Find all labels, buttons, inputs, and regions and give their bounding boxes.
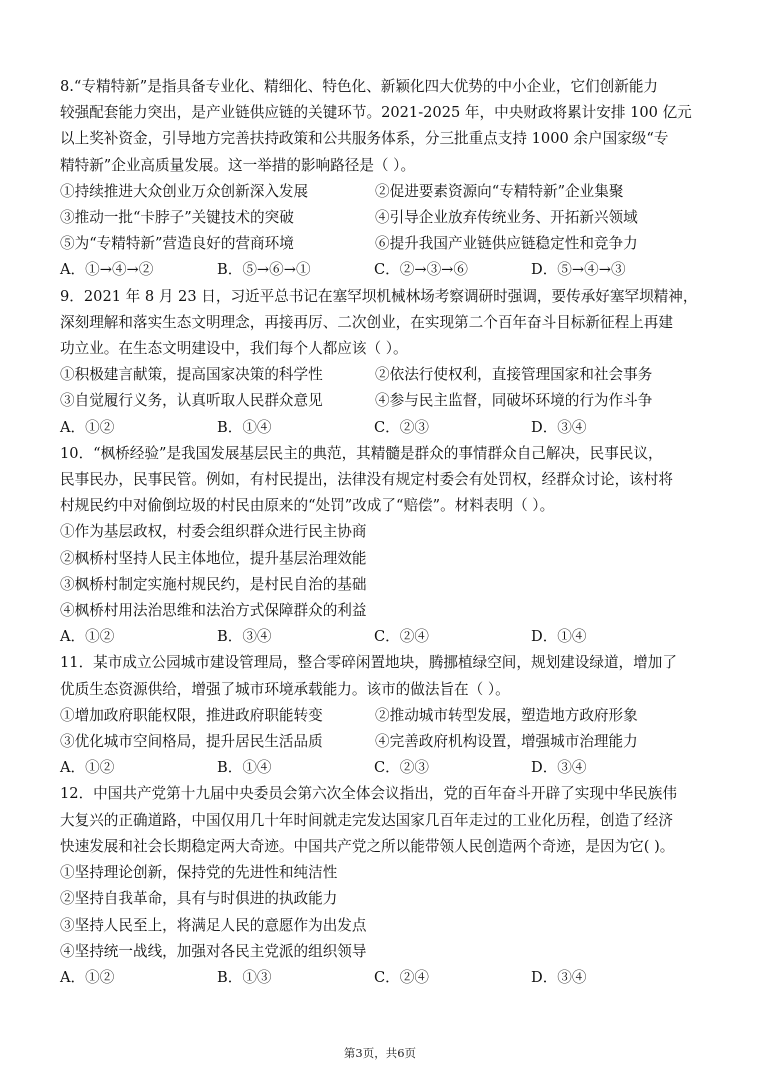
question-stem-line: 10．“枫桥经验”是我国发展基层民主的典范，其精髓是群众的事情群众自己解决，民事民议， [60, 444, 663, 462]
answer-choice: D．⑤→④→③ [531, 261, 626, 279]
question-stem-line: 12．中国共产党第十九届中央委员会第六次全体会议指出，党的百年奋斗开辟了实现中华民族伟 [60, 785, 677, 803]
question-block [60, 781, 710, 991]
answer-choice: C．②③ [374, 418, 429, 436]
question-stem-line: 功立业。在生态文明建设中，我们每个人都应该（ ）。 [60, 340, 408, 358]
answer-choices [60, 965, 710, 991]
question-stem-line: 精特新”企业高质量发展。这一举措的影响路径是（ ）。 [60, 156, 416, 174]
option-row [60, 703, 710, 729]
question-list [60, 74, 710, 991]
question-stem-line: 11．某市成立公园城市建设管理局，整合零碎闲置地块，腾挪植绿空间，规划建设绿道，增加了 [60, 654, 677, 672]
option-item: ⑤为“专精特新”营造良好的营商环境 [60, 235, 294, 253]
question-stem-line: 9．2021 年 8 月 23 日，习近平总书记在塞罕坝机械林场考察调研时强调，要传承好塞罕坝精神， [60, 287, 698, 305]
option-row [60, 388, 710, 414]
option-row [60, 362, 710, 388]
option-item: ③坚持人民至上，将满足人民的意愿作为出发点 [60, 916, 367, 934]
option-item: ①增加政府职能权限，推进政府职能转变 [60, 706, 323, 724]
question-stem-line: 8.“专精特新”是指具备专业化、精细化、特色化、新颖化四大优势的中小企业，它们创新能力 [60, 78, 659, 95]
option-item: ⑥提升我国产业链供应链稳定性和竞争力 [375, 235, 638, 253]
question-block [60, 74, 710, 284]
option-item: ③枫桥村制定实施村规民约，是村民自治的基础 [60, 575, 367, 593]
answer-choices [60, 755, 710, 781]
answer-choice: B．①③ [217, 968, 272, 986]
answer-choice: A．①② [60, 759, 115, 777]
option-row [60, 729, 710, 755]
answer-choice: B．①④ [217, 418, 272, 436]
option-item: ④引导企业放弃传统业务、开拓新兴领域 [375, 209, 638, 227]
question-block [60, 284, 710, 441]
answer-choice: B．⑤→⑥→① [217, 261, 311, 279]
answer-choice: A．①→④→② [60, 261, 154, 279]
answer-choice: D．①④ [531, 628, 587, 646]
page-footer: 第3页，共6页 [343, 1046, 417, 1060]
answer-choice: C．②③ [374, 759, 429, 777]
question-stem-line: 大复兴的正确道路，中国仅用几十年时间就走完发达国家几百年走过的工业化历程，创造了经济 [60, 811, 673, 829]
answer-choice: D．③④ [531, 418, 587, 436]
option-item: ②枫桥村坚持人民主体地位，提升基层治理效能 [60, 549, 367, 567]
option-row [60, 205, 710, 231]
question-block [60, 650, 710, 781]
answer-choices [60, 257, 710, 283]
answer-choices [60, 415, 710, 441]
option-item: ②坚持自我革命，具有与时俱进的执政能力 [60, 890, 338, 908]
option-row [60, 179, 710, 205]
option-item: ④枫桥村用法治思维和法治方式保障群众的利益 [60, 602, 367, 620]
answer-choice: B．③④ [217, 628, 272, 646]
answer-choice: A．①② [60, 418, 115, 436]
question-stem-line: 较强配套能力突出，是产业链供应链的关键环节。2021-2025 年，中央财政将累计安排 100 亿元 [60, 104, 692, 122]
question-stem-line: 深刻理解和落实生态文明理念，再接再厉、二次创业，在实现第二个百年奋斗目标新征程上再建 [60, 313, 673, 331]
option-item: ②依法行使权利，直接管理国家和社会事务 [375, 366, 653, 384]
question-stem-line: 民事民办，民事民管。例如，有村民提出，法律没有规定村委会有处罚权，经群众讨论，该村将 [60, 471, 673, 489]
option-item: ②推动城市转型发展，塑造地方政府形象 [375, 706, 638, 724]
answer-choice: C．②④ [374, 628, 429, 646]
answer-choice: C．②→③→⑥ [374, 261, 468, 279]
option-item: ①作为基层政权，村委会组织群众进行民主协商 [60, 523, 367, 541]
option-item: ①坚持理论创新，保持党的先进性和纯洁性 [60, 864, 338, 882]
question-stem-line: 优质生态资源供给，增强了城市环境承载能力。该市的做法旨在（ ）。 [60, 680, 510, 698]
option-item: ①积极建言献策，提高国家决策的科学性 [60, 366, 323, 384]
answer-choice: D．③④ [531, 968, 587, 986]
answer-choice: A．①② [60, 968, 115, 986]
option-item: ④参与民主监督，同破坏环境的行为作斗争 [375, 392, 653, 410]
option-item: ④坚持统一战线，加强对各民主党派的组织领导 [60, 942, 367, 960]
question-stem-line: 以上奖补资金，引导地方完善扶持政策和公共服务体系，分三批重点支持 1000 余户国家级“专 [60, 130, 669, 148]
option-item: ②促进要素资源向“专精特新”企业集聚 [375, 182, 624, 200]
option-item: ③自觉履行义务，认真听取人民群众意见 [60, 392, 323, 410]
answer-choices [60, 624, 710, 650]
option-item: ④完善政府机构设置，增强城市治理能力 [375, 733, 638, 751]
question-block [60, 441, 710, 651]
answer-choice: C．②④ [374, 968, 429, 986]
question-stem-line: 村规民约中对偷倒垃圾的村民由原来的“处罚”改成了“赔偿”。材料表明（ ）。 [60, 497, 555, 515]
question-stem-line: 快速发展和社会长期稳定两大奇迹。中国共产党之所以能带领人民创造两个奇迹，是因为它( )。 [60, 837, 675, 855]
answer-choice: B．①④ [217, 759, 272, 777]
answer-choice: D．③④ [531, 759, 587, 777]
option-row [60, 231, 710, 257]
answer-choice: A．①② [60, 628, 115, 646]
option-item: ③推动一批“卡脖子”关键技术的突破 [60, 209, 294, 227]
option-item: ①持续推进大众创业万众创新深入发展 [60, 182, 309, 200]
option-item: ③优化城市空间格局，提升居民生活品质 [60, 733, 323, 751]
